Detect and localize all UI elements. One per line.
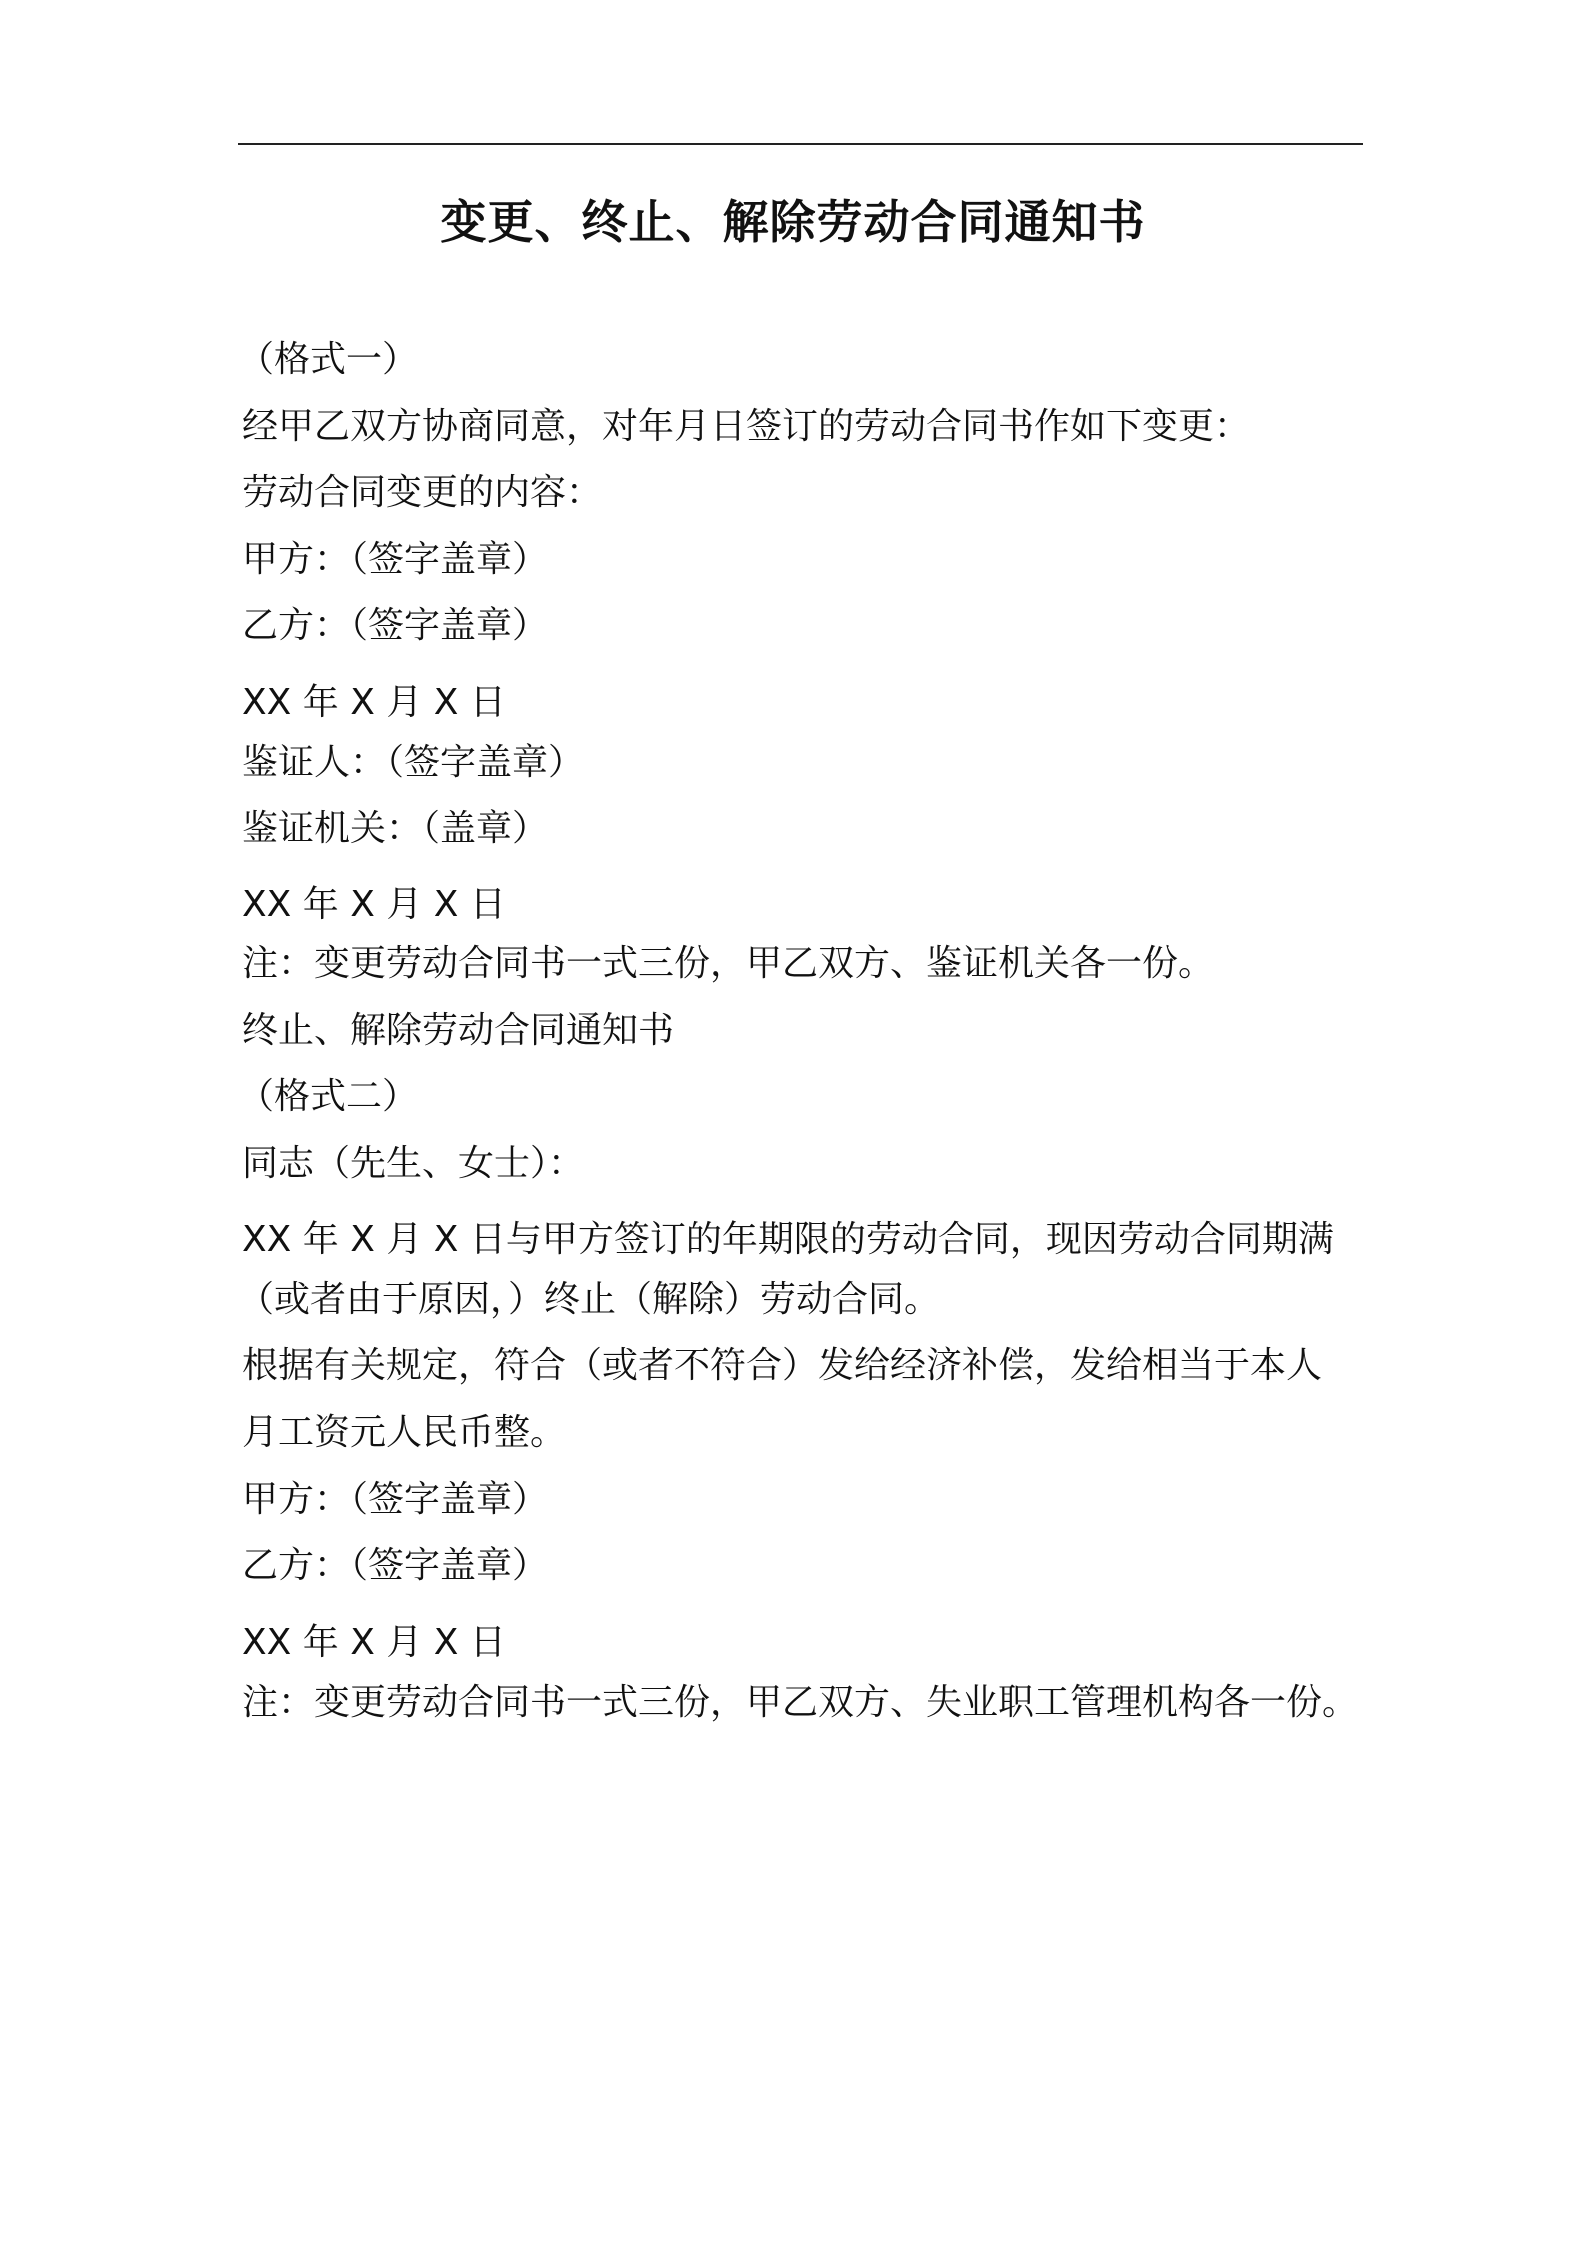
date-line: XX 年 X 月 X 日 — [242, 884, 506, 925]
agreement-paragraph: 经甲乙双方协商同意，对年月日签订的劳动合同书作如下变更： — [242, 406, 1251, 447]
termination-paragraph-continued: （或者由于原因，）终止（解除）劳动合同。 — [238, 1279, 941, 1320]
format-two-label: （格式二） — [238, 1076, 419, 1117]
format-one-label: （格式一） — [238, 339, 419, 380]
document-title: 变更、终止、解除劳动合同通知书 — [440, 195, 1146, 249]
note-line: 注：变更劳动合同书一式三份，甲乙双方、失业职工管理机构各一份。 — [242, 1682, 1359, 1723]
date-line: XX 年 X 月 X 日 — [242, 1622, 506, 1663]
party-b-signature: 乙方：（签字盖章） — [242, 605, 549, 646]
salutation-line: 同志（先生、女士）： — [242, 1143, 585, 1184]
note-line: 注：变更劳动合同书一式三份，甲乙双方、鉴证机关各一份。 — [242, 943, 1215, 984]
termination-paragraph: XX 年 X 月 X 日与甲方签订的年期限的劳动合同，现因劳动合同期满 — [242, 1219, 1334, 1260]
witness-signature: 鉴证人：（签字盖章） — [242, 742, 585, 783]
compensation-paragraph: 根据有关规定，符合（或者不符合）发给经济补偿，发给相当于本人 — [242, 1345, 1323, 1386]
date-line: XX 年 X 月 X 日 — [242, 682, 506, 723]
section-heading: 终止、解除劳动合同通知书 — [242, 1010, 675, 1051]
compensation-paragraph-continued: 月工资元人民币整。 — [242, 1412, 567, 1453]
party-a-signature: 甲方：（签字盖章） — [242, 539, 549, 580]
header-rule — [238, 143, 1363, 145]
party-a-signature: 甲方：（签字盖章） — [242, 1479, 549, 1520]
party-b-signature: 乙方：（签字盖章） — [242, 1545, 549, 1586]
witness-authority-seal: 鉴证机关：（盖章） — [242, 808, 549, 849]
change-content-label: 劳动合同变更的内容： — [242, 472, 603, 513]
